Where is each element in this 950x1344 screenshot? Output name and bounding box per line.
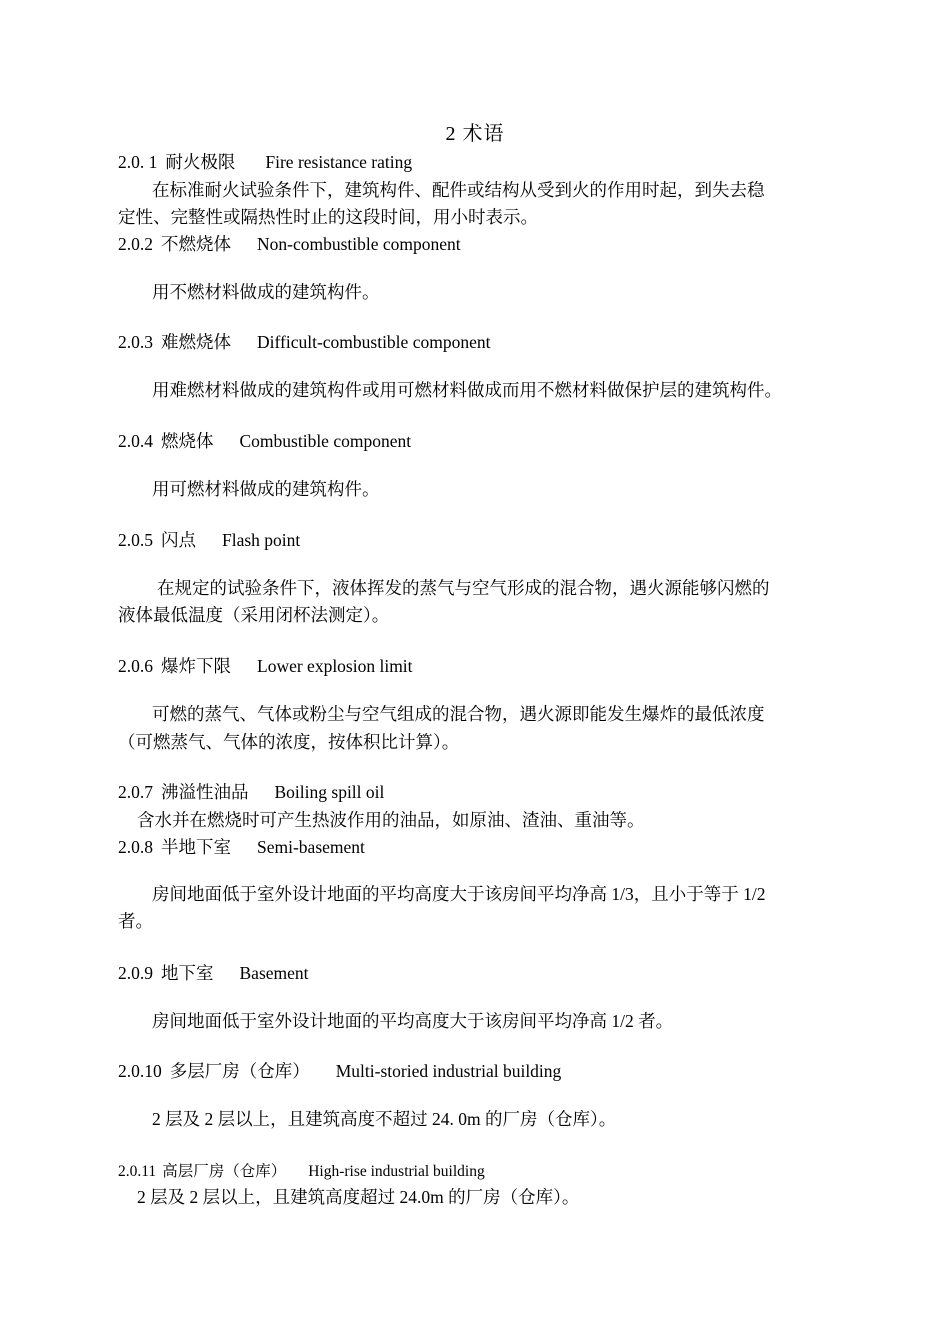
term-chinese: 爆炸下限 — [161, 656, 231, 676]
term-definition-line: 可燃的蒸气、气体或粉尘与空气组成的混合物，遇火源即能发生爆炸的最低浓度 — [152, 704, 765, 724]
section-title: 2 术语 — [445, 123, 505, 145]
term-heading — [118, 781, 384, 803]
term-english: Semi-basement — [257, 837, 365, 857]
term-heading — [118, 1060, 561, 1082]
term-definition-line: 房间地面低于室外设计地面的平均高度大于该房间平均净高 1/3，且小于等于 1/2 — [152, 884, 766, 904]
term-chinese: 地下室 — [161, 963, 214, 983]
term-heading — [118, 430, 411, 452]
term-number: 2.0.9 — [118, 963, 153, 983]
term-chinese: 难燃烧体 — [161, 332, 231, 352]
term-chinese: 燃烧体 — [161, 431, 214, 451]
term-english: Multi-storied industrial building — [335, 1061, 562, 1081]
term-chinese: 沸溢性油品 — [161, 782, 249, 802]
term-english: High-rise industrial building — [308, 1163, 485, 1180]
term-definition-line: 2 层及 2 层以上，且建筑高度不超过 24. 0m 的厂房（仓库）。 — [152, 1109, 617, 1129]
term-english: Basement — [239, 963, 309, 983]
term-definition-line: 含水并在燃烧时可产生热波作用的油品，如原油、渣油、重油等。 — [137, 810, 645, 830]
term-definition-line: 液体最低温度（采用闭杯法测定）。 — [118, 605, 390, 625]
term-number: 2.0. 1 — [118, 152, 158, 172]
term-definition-line: 定性、完整性或隔热性时止的这段时间，用小时表示。 — [118, 207, 538, 227]
term-definition-line: 用难燃材料做成的建筑构件或用可燃材料做成而用不燃材料做保护层的建筑构件。 — [152, 380, 782, 400]
term-definition-line: 者。 — [118, 911, 153, 931]
term-number: 2.0.7 — [118, 782, 153, 802]
term-heading — [118, 655, 413, 677]
term-english: Fire resistance rating — [265, 152, 413, 172]
term-english: Non-combustible component — [257, 234, 461, 254]
term-number: 2.0.2 — [118, 234, 153, 254]
term-english: Boiling spill oil — [274, 782, 385, 802]
term-chinese: 不燃烧体 — [161, 234, 231, 254]
term-heading — [118, 331, 490, 353]
term-english: Combustible component — [239, 431, 412, 451]
term-number: 2.0.3 — [118, 332, 153, 352]
term-number: 2.0.10 — [118, 1061, 162, 1081]
term-english: Difficult-combustible component — [257, 332, 491, 352]
term-english: Flash point — [222, 530, 301, 550]
term-number: 2.0.4 — [118, 431, 153, 451]
term-number: 2.0.8 — [118, 837, 153, 857]
term-definition-line: 房间地面低于室外设计地面的平均高度大于该房间平均净高 1/2 者。 — [152, 1011, 674, 1031]
term-chinese: 多层厂房（仓库） — [169, 1061, 310, 1081]
term-english: Lower explosion limit — [257, 656, 413, 676]
term-chinese: 高层厂房（仓库） — [162, 1163, 287, 1180]
term-number: 2.0.6 — [118, 656, 153, 676]
term-number: 2.0.5 — [118, 530, 153, 550]
term-heading — [118, 836, 365, 858]
term-heading — [118, 233, 461, 255]
term-definition-line: 用可燃材料做成的建筑构件。 — [152, 479, 380, 499]
term-heading — [118, 962, 309, 984]
term-definition-line: （可燃蒸气、气体的浓度，按体积比计算）。 — [118, 732, 460, 752]
term-definition-line: 2 层及 2 层以上，且建筑高度超过 24.0m 的厂房（仓库）。 — [137, 1187, 580, 1207]
term-chinese: 闪点 — [161, 530, 196, 550]
term-heading — [118, 151, 412, 173]
term-definition-line: 用不燃材料做成的建筑构件。 — [152, 282, 380, 302]
term-chinese: 耐火极限 — [165, 152, 236, 172]
term-definition-line: 在规定的试验条件下，液体挥发的蒸气与空气形成的混合物，遇火源能够闪燃的 — [157, 578, 770, 598]
term-heading — [118, 529, 300, 551]
term-definition-line: 在标准耐火试验条件下，建筑构件、配件或结构从受到火的作用时起，到失去稳 — [152, 180, 765, 200]
term-number: 2.0.11 — [118, 1163, 157, 1180]
term-heading — [118, 1161, 485, 1183]
term-chinese: 半地下室 — [161, 837, 231, 857]
